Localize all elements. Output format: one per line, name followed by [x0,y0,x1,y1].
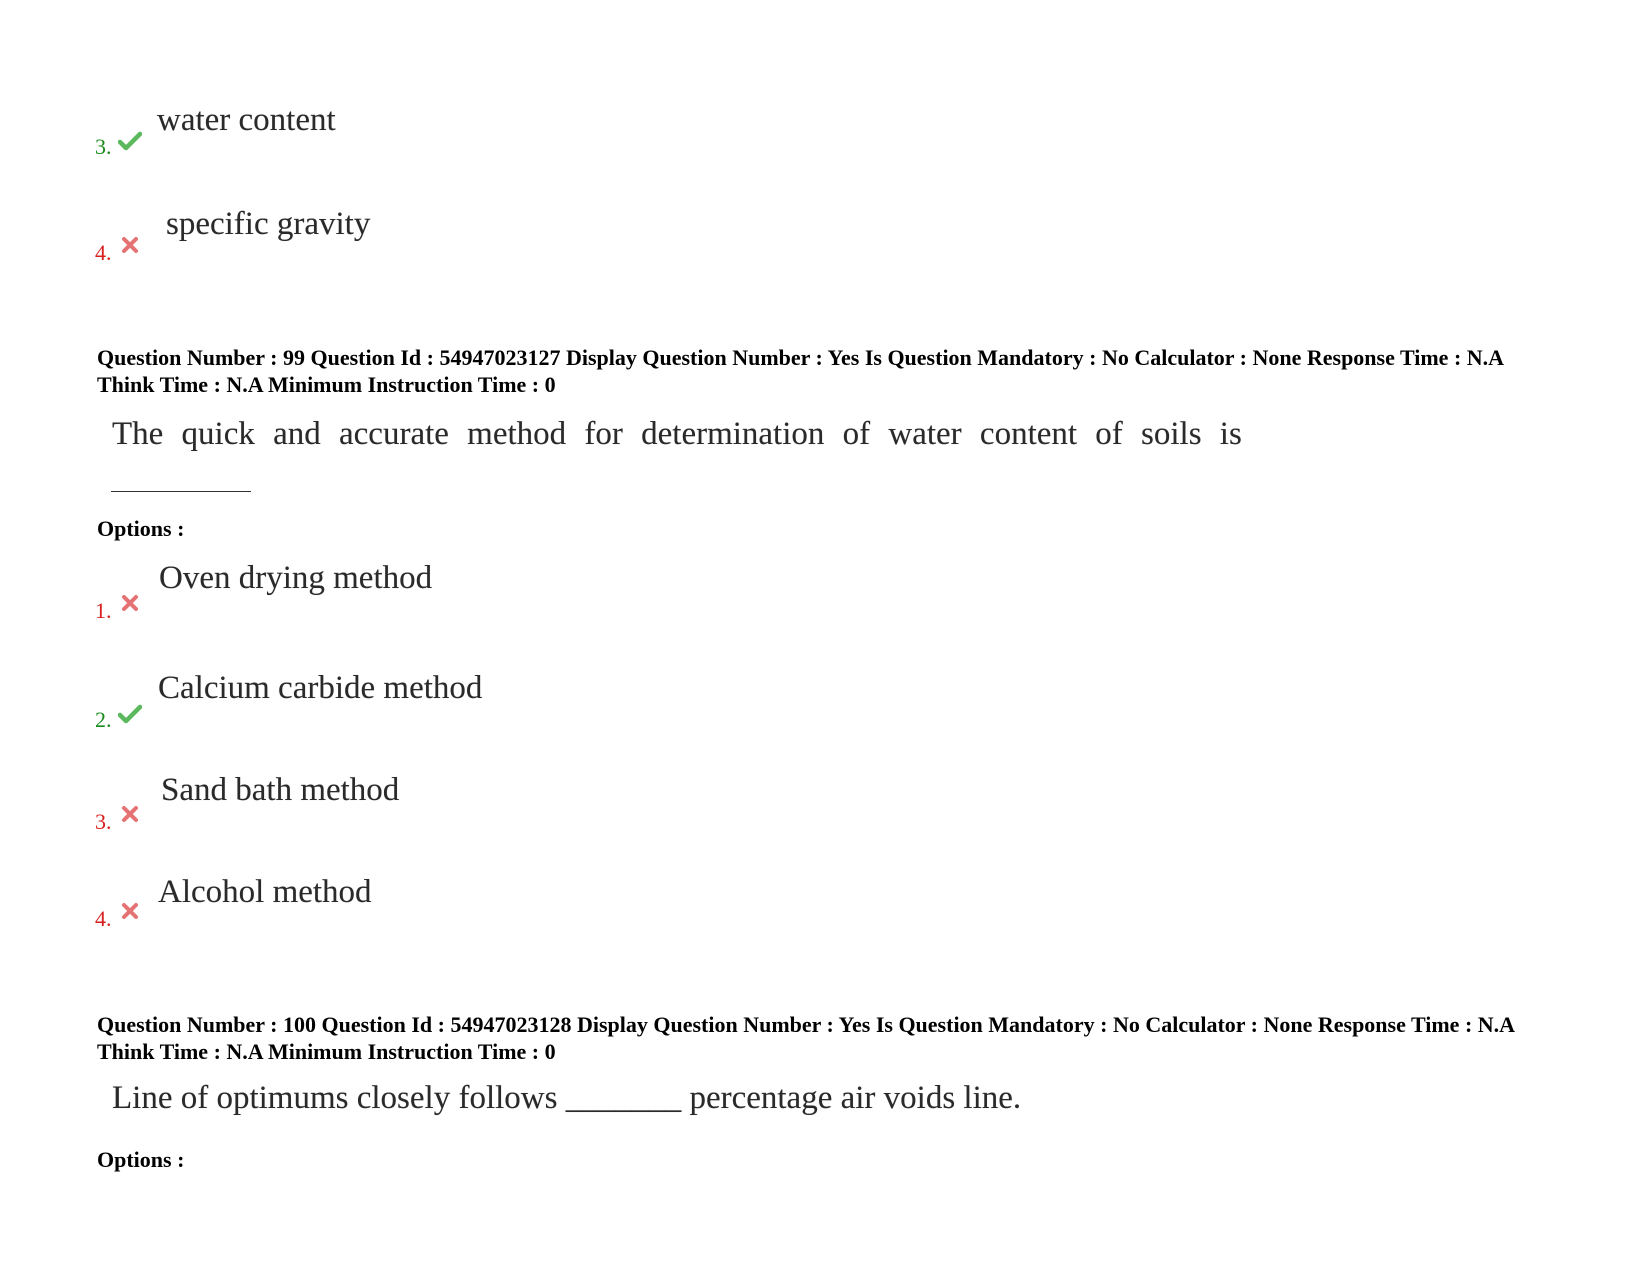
option-number: 3. [95,809,112,834]
options-label: Options : [97,516,185,541]
option-text: Sand bath method [161,772,400,808]
option-text: specific gravity [166,206,371,242]
cross-icon [121,902,139,920]
check-icon [118,703,142,725]
option-number: 2. [95,707,112,732]
cross-icon [121,594,139,612]
question-meta: Question Number : 100 Question Id : 54947023128 Display Question Number : Yes Is Question Mandatory : No Calculator : None Response Time : N.A Think Time : N.A Minimum Instruction Time : 0 [97,1012,1514,1064]
option-text: Alcohol method [158,874,372,910]
options-label: Options : [97,1147,185,1172]
option-text: water content [157,102,336,138]
option-number: 4. [95,906,112,931]
option-number: 4. [95,240,112,265]
option-number: 1. [95,598,112,623]
question-meta: Question Number : 99 Question Id : 54947023127 Display Question Number : Yes Is Question Mandatory : No Calculator : None Response Time : N.A Think Time : N.A Minimum Instruction Time : 0 [97,345,1503,397]
option-number: 3. [95,134,112,159]
question-text: The quick and accurate method for determination of water content of soils is [112,416,1242,452]
option-text: Oven drying method [159,560,433,596]
question-text: Line of optimums closely follows _______ percentage air voids line. [112,1080,1022,1116]
cross-icon [121,236,139,254]
cross-icon [121,805,139,823]
option-text: Calcium carbide method [158,670,483,706]
check-icon [118,130,142,152]
answer-blank [111,491,251,492]
